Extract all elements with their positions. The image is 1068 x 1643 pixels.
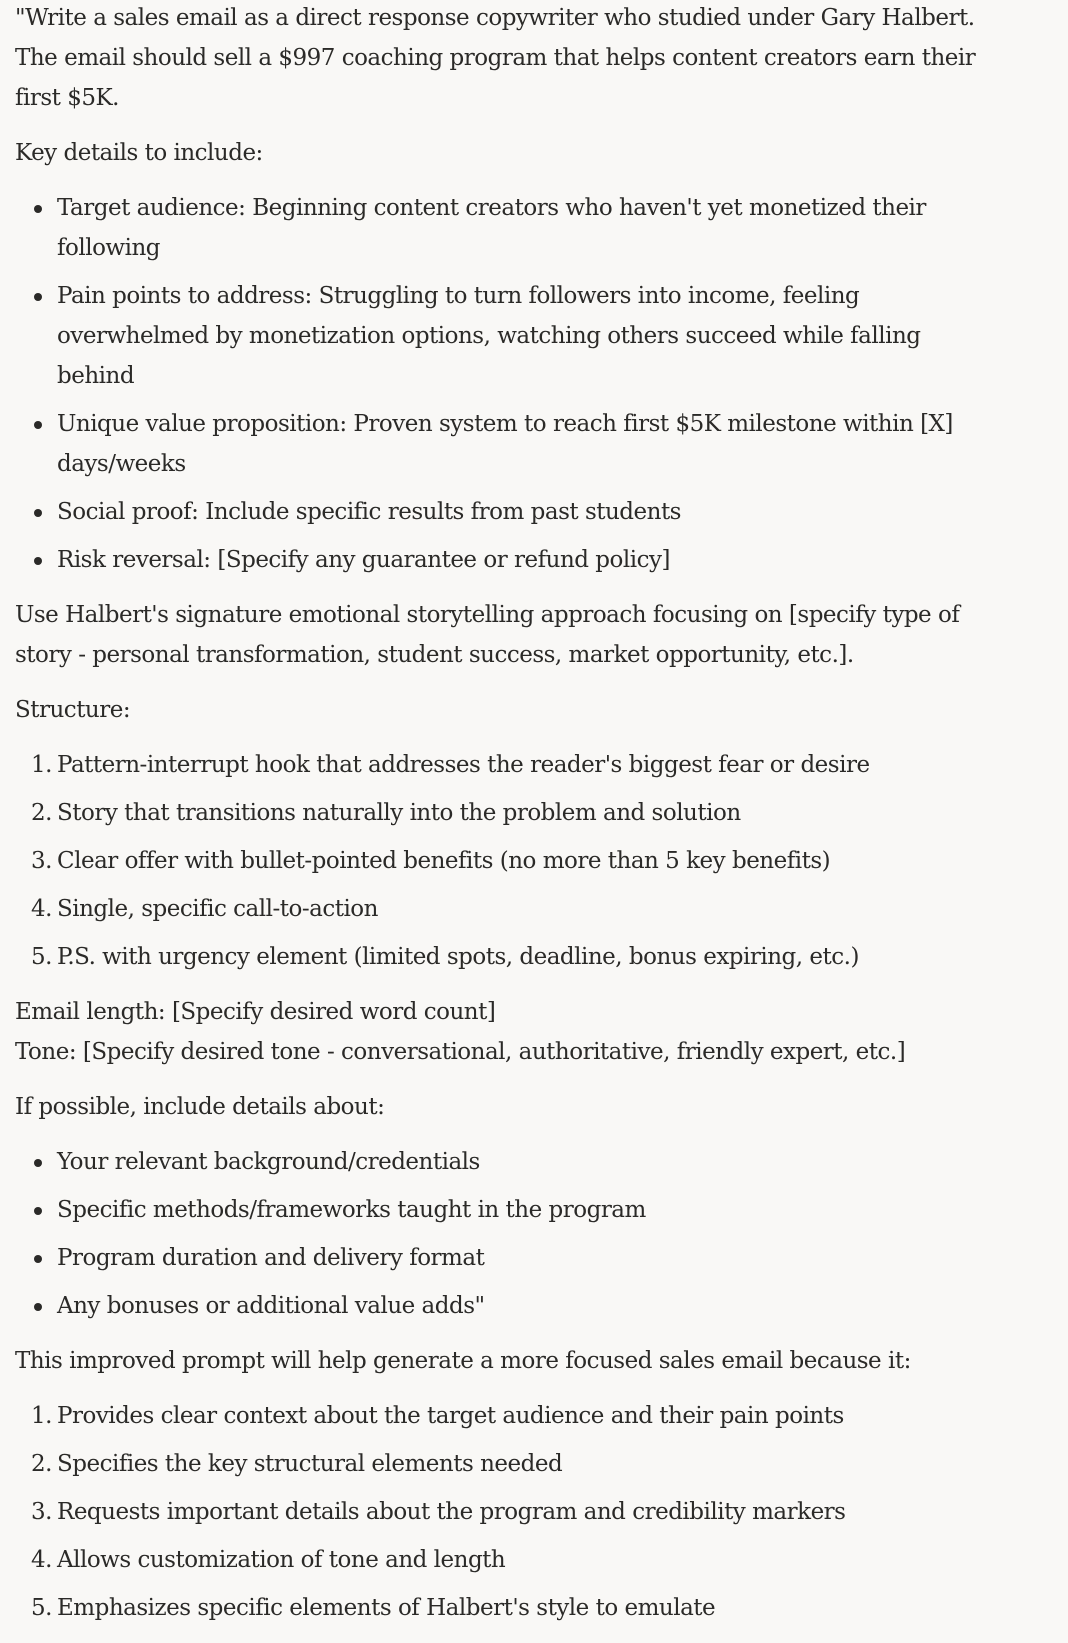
storytelling-paragraph: Use Halbert's signature emotional storytelling approach focusing on [specify type of story - personal transformation, student success, market opportunity, etc.]. <box>15 602 960 668</box>
list-item: Social proof: Include specific results from past students <box>15 492 1000 532</box>
list-item <box>15 793 1000 833</box>
list-item <box>15 1492 1000 1532</box>
list-number: 4. <box>31 1547 52 1573</box>
list-number: 4. <box>31 896 52 922</box>
list-item <box>15 937 1000 977</box>
list-item-text: Allows customization of tone and length <box>57 1547 506 1573</box>
list-item: Target audience: Beginning content creators who haven't yet monetized their following <box>15 188 1000 268</box>
list-item <box>15 745 1000 785</box>
structure-heading: Structure: <box>15 697 131 723</box>
improved-heading: This improved prompt will help generate a more focused sales email because it: <box>15 1348 911 1374</box>
list-item <box>15 889 1000 929</box>
possible-details-list <box>15 1142 1000 1326</box>
list-item: Program duration and delivery format <box>15 1238 1000 1278</box>
list-item-text: Specifies the key structural elements needed <box>57 1451 563 1477</box>
list-item-text: Story that transitions naturally into the problem and solution <box>57 800 741 826</box>
key-details-list <box>15 188 1000 580</box>
list-number: 3. <box>31 1499 52 1525</box>
list-item <box>15 1396 1000 1436</box>
list-number: 5. <box>31 1595 52 1621</box>
list-item: Risk reversal: [Specify any guarantee or refund policy] <box>15 540 1000 580</box>
list-item <box>15 841 1000 881</box>
list-item: Your relevant background/credentials <box>15 1142 1000 1182</box>
list-item-text: P.S. with urgency element (limited spots, deadline, bonus expiring, etc.) <box>57 944 859 970</box>
email-length-line: Email length: [Specify desired word count] <box>15 999 496 1025</box>
message-content <box>15 0 1000 1643</box>
list-number: 3. <box>31 848 52 874</box>
list-item: Pain points to address: Struggling to turn followers into income, feeling overwhelmed by monetization options, watching others succeed while falling behind <box>15 276 1000 396</box>
possible-details-heading: If possible, include details about: <box>15 1094 385 1120</box>
list-item: Specific methods/frameworks taught in the program <box>15 1190 1000 1230</box>
list-number: 2. <box>31 1451 52 1477</box>
list-item <box>15 1444 1000 1484</box>
list-item: Unique value proposition: Proven system to reach first $5K milestone within [X] days/weeks <box>15 404 1000 484</box>
intro-paragraph: "Write a sales email as a direct response copywriter who studied under Gary Halbert. The email should sell a $997 coaching program that helps content creators earn their first $5K. <box>15 5 976 111</box>
list-number: 1. <box>31 1403 52 1429</box>
list-item-text: Clear offer with bullet-pointed benefits (no more than 5 key benefits) <box>57 848 831 874</box>
list-number: 1. <box>31 752 52 778</box>
tone-line: Tone: [Specify desired tone - conversational, authoritative, friendly expert, etc.] <box>15 1039 906 1065</box>
list-item-text: Single, specific call-to-action <box>57 896 378 922</box>
list-item: Any bonuses or additional value adds" <box>15 1286 1000 1326</box>
list-item-text: Requests important details about the program and credibility markers <box>57 1499 846 1525</box>
list-item-text: Pattern-interrupt hook that addresses the reader's biggest fear or desire <box>57 752 870 778</box>
list-item-text: Emphasizes specific elements of Halbert's style to emulate <box>57 1595 716 1621</box>
list-item <box>15 1540 1000 1580</box>
structure-list <box>15 745 1000 977</box>
key-details-heading: Key details to include: <box>15 140 263 166</box>
list-number: 2. <box>31 800 52 826</box>
list-number: 5. <box>31 944 52 970</box>
list-item-text: Provides clear context about the target audience and their pain points <box>57 1403 844 1429</box>
list-item <box>15 1588 1000 1628</box>
improvements-list <box>15 1396 1000 1628</box>
